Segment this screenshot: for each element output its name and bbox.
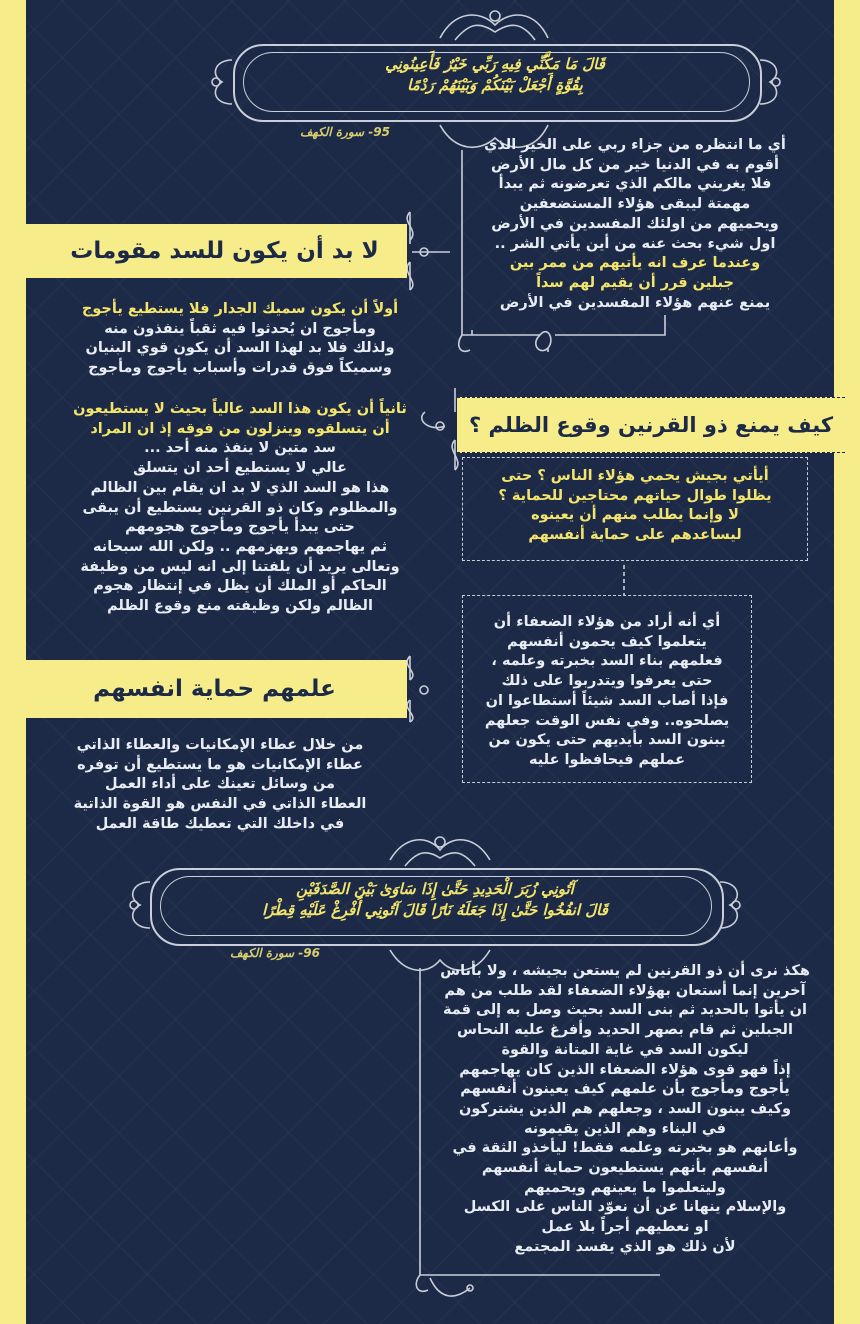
quote-line: آتُونِي زُبَرَ الْحَدِيدِ حَتَّىٰ إِذَا سَاوَىٰ بَيْنَ الصَّدَفَيْنِ [296,880,574,898]
paragraph-line: آخرين إنما أستعان بهؤلاء الضعفاء لقد طلب من هم [444,982,806,999]
paragraph-line: لأن ذلك هو الذي يفسد المجتمع [514,1238,736,1255]
paragraph-line: يظلوا طوال حياتهم محتاجين للحماية ؟ [498,487,772,504]
section-heading: لا بد أن يكون للسد مقومات [22,224,407,278]
paragraph-line: وعندما عرف انه يأتيهم من ممر بين [509,255,761,272]
paragraph-line: عالي لا يستطيع أحد ان يتسلق [133,460,347,477]
paragraph-line: يصلحوه.. وفي نفس الوقت جعلهم [484,712,730,729]
point-one-paragraph [40,300,440,379]
paragraph-line: ومأجوج ان يُحدثوا فيه ثقباً ينفذون منه [104,320,376,337]
explanation-text [466,613,748,771]
paragraph-line: فلا يغريني مالكم الذي تعرضونه ثم يبدأ [498,176,772,193]
paragraph-line: ثم يهاجمهم ويهزمهم .. ولكن الله سبحانه [92,538,388,555]
paragraph-line: أولاً أن يكون سميك الجدار فلا يستطيع يأجوج [81,301,399,317]
paragraph-line: وتعالى يريد أن يلفتنا إلى انه ليس من وظيفة [80,558,400,575]
paragraph-line: عملهم فيحافظوا عليه [528,751,686,768]
paragraph-line: أنفسهم بأنهم يستطيعون حماية أنفسهم [481,1160,769,1177]
paragraph-line: من خلال عطاء الإمكانيات والعطاء الذاتي [76,737,364,753]
paragraph-line: إذاً فهو قوى هؤلاء الضعفاء الذين كان يهاجمهم [459,1061,791,1078]
paragraph-line: سد متين لا ينفذ منه أحد ... [144,440,336,457]
paragraph-line: اول شيء بحث عنه من أين يأتي الشر .. [494,235,776,252]
paragraph-line: وأعانهم هو بخبرته وعلمه فقط! ليأخذو الثقة في [452,1140,798,1157]
paragraph-line: يأجوج ومأجوج بأن علمهم كيف يعينون أنفسهم [460,1081,790,1098]
paragraph-line: لا وإنما يطلب منهم أن يعينوه [531,507,739,524]
paragraph-line: هذا هو السد الذي لا بد ان يقام بين الظالم [90,479,390,496]
paragraph-line: مهمتة ليبقى هؤلاء المستضعفين [519,196,751,213]
paragraph-line: ويحميهم من اولئك المفسدين في الأرض [491,215,779,232]
quote-line: قَالَ انفُخُوا حَتَّىٰ إِذَا جَعَلَهُ نَارًا قَالَ آتُونِي أُفْرِغْ عَلَيْهِ قِطْرًا [262,901,608,919]
quote-line: قَالَ مَا مَكَّنِّي فِيهِ رَبِّي خَيْرٌ فَأَعِينُونِي [385,55,605,73]
paragraph-line: ان يأتوا بالحديد ثم بنى السد بحيث وصل به إلى قمة [442,1002,808,1019]
paragraph-line: حتى يعرفوا ويتدربوا على ذلك [501,673,713,690]
paragraph-line: هكذ نرى أن ذو القرنين لم يستعن بجيشه ، ولا بأناس [440,963,810,979]
paragraph-line: يبنون السد بأيديهم حتى يكون من [488,732,726,749]
question-text [468,467,802,546]
paragraph-line: عطاء الإمكانيات هو ما يستطيع أن توفره [77,756,363,773]
conclusion-paragraph [420,962,830,1258]
paragraph-line: وليتعلموا ما يعينهم ويحميهم [524,1179,726,1196]
paragraph-line: وسميكاً فوق قدرات وأسباب يأجوج ومأجوج [88,360,392,377]
paragraph-line: في البناء وهم الذين يقيمونه [523,1120,727,1137]
quote-verse [250,54,740,96]
paragraph-line: ليساعدهم على حماية أنفسهم [528,527,742,544]
point-three-paragraph [40,736,400,835]
paragraph-line: الجبلين ثم قام بصهر الحديد وأفرغ عليه النحاس [457,1022,793,1039]
point-two-paragraph [20,400,460,617]
quote-line: بِقُوَّةٍ أَجْعَلْ بَيْنَكُمْ وَبَيْنَهُمْ رَدْمًا [407,76,583,94]
paragraph-line: الظالم ولكن وظيفته منع وقوع الظلم [107,598,373,615]
paragraph-line: والمظلوم وكان ذو القرنين يستطيع أن يبقى [82,499,398,516]
paragraph-line: يمنع عنهم هؤلاء المفسدين في الأرض [499,294,771,311]
paragraph-line: أي أنه أراد من هؤلاء الضعفاء أن [493,614,721,630]
surah-reference: 96- سورة الكهف [230,946,320,960]
paragraph-line: فإذا أصاب السد شيئاً أستطاعوا ان [485,692,729,709]
paragraph-line: أيأتي بجيش يحمي هؤلاء الناس ؟ حتى [501,468,769,484]
paragraph-line: ليكون السد في غاية المتانة والقوة [501,1041,749,1058]
paragraph-line: ولذلك فلا بد لهذا السد أن يكون قوي البنيان [85,340,395,357]
section-heading: كيف يمنع ذو القرنين وقوع الظلم ؟ [457,397,845,453]
paragraph-line: ثانياً أن يكون هذا السد عالياً بحيث لا يستطيعون [73,401,407,417]
paragraph-line: فعلمهم بناء السد بخبرته وعلمه ، [491,653,723,670]
paragraph-line: أن يتسلقوه وينزلون من فوقه إذ ان المراد [90,420,390,437]
paragraph-line: العطاء الذاتي في النفس هو القوة الذاتية [73,796,367,813]
surah-reference: 95- سورة الكهف [300,125,390,139]
paragraph-line: يتعلموا كيف يحمون أنفسهم [507,633,707,650]
paragraph-line: الحاكم أو الملك أن يظل في إنتظار هجوم [93,578,387,595]
intro-paragraph [470,136,800,313]
paragraph-line: أي ما انتظره من جزاء ربي على الخير الذي [484,137,786,153]
section-heading: علمهم حماية انفسهم [22,660,407,718]
paragraph-line: جبلين قرر أن يقيم لهم سداً [536,274,734,291]
quote-verse [165,879,705,921]
paragraph-line: في داخلك التي تعطيك طاقة العمل [95,815,345,832]
paragraph-line: حتى يبدأ يأجوج ومأجوج هجومهم [125,519,355,536]
paragraph-line: او نعطيهم أجراً بلا عمل [541,1219,709,1236]
paragraph-line: وكيف يبنون السد ، وجعلهم هم الذين يشتركون [458,1100,792,1117]
paragraph-line: أقوم به في الدنيا خير من كل مال الأرض [491,156,779,173]
paragraph-line: والإسلام ينهانا عن أن نعوّد الناس على الكسل [463,1199,787,1216]
paragraph-line: من وسائل تعينك على أداء العمل [105,776,335,793]
